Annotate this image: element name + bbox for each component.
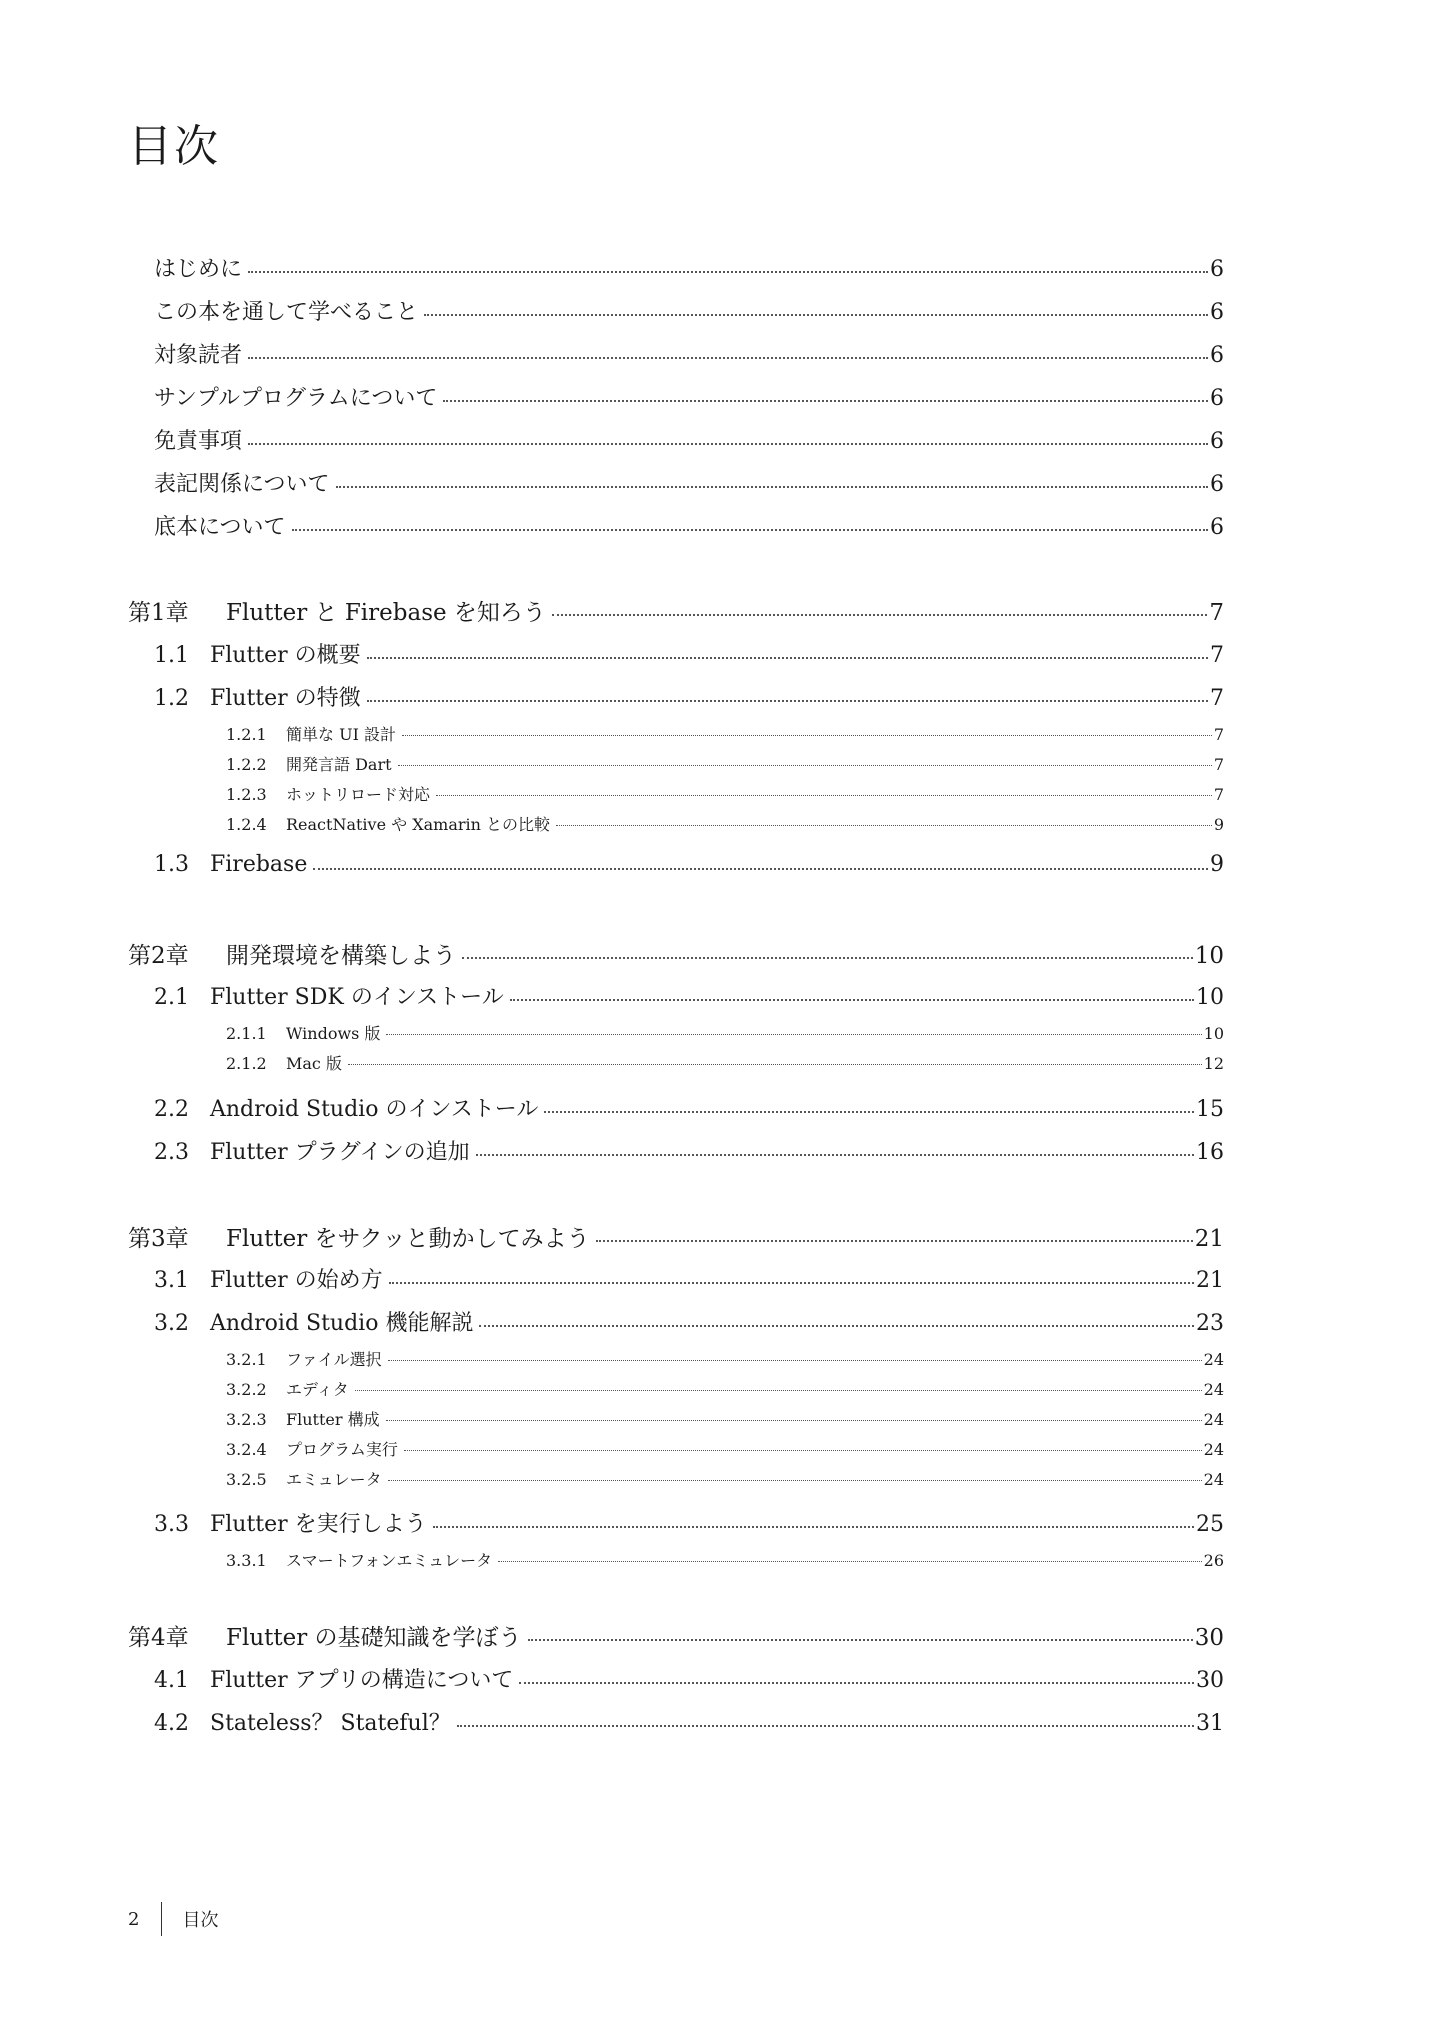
footer-section-label: 目次 — [182, 1910, 219, 1931]
toc-entry-sub[interactable] — [226, 1467, 1224, 1490]
dot-leader — [476, 1154, 1194, 1156]
toc-entry-title: ファイル選択 — [286, 1350, 382, 1369]
toc-entry-intro[interactable] — [154, 381, 1224, 412]
toc-entry-intro[interactable] — [154, 424, 1224, 455]
dot-leader — [544, 1111, 1194, 1113]
toc-entry-title: Flutter プラグインの追加 — [210, 1140, 470, 1165]
dot-leader — [479, 1325, 1194, 1327]
toc-entry-page: 23 — [1196, 1311, 1224, 1336]
dot-leader — [388, 1480, 1202, 1481]
toc-entry-title: Flutter を実行しよう — [210, 1512, 427, 1537]
page-footer — [128, 1902, 218, 1936]
toc-entry-title: Flutter をサクッと動かしてみよう — [226, 1226, 590, 1252]
toc-entry-number: 3.2.1 — [226, 1350, 267, 1369]
toc-entry-title: Flutter アプリの構造について — [210, 1668, 514, 1693]
toc-entry-sub[interactable] — [226, 1347, 1224, 1370]
dot-leader — [398, 765, 1212, 766]
dot-leader — [367, 657, 1208, 659]
toc-entry-page: 24 — [1203, 1350, 1224, 1369]
dot-leader — [367, 700, 1208, 702]
toc-entry-page: 10 — [1196, 985, 1224, 1010]
toc-entry-section[interactable] — [154, 852, 1224, 877]
footer-divider — [161, 1902, 162, 1936]
toc-entry-title: Flutter の基礎知識を学ぼう — [226, 1625, 522, 1651]
toc-entry-section[interactable] — [154, 1092, 1224, 1123]
toc-entry-section[interactable] — [154, 1507, 1224, 1538]
dot-leader — [552, 614, 1207, 616]
dot-leader — [404, 1450, 1202, 1451]
toc-entry-title: ReactNative や Xamarin との比較 — [286, 815, 551, 834]
toc-entry-page: 7 — [1209, 600, 1224, 626]
toc-entry-number: 3.2.2 — [226, 1380, 267, 1399]
toc-entry-number: 3.2.5 — [226, 1470, 267, 1489]
toc-entry-number: 1.2.1 — [226, 725, 267, 744]
toc-entry-number: 1.1 — [154, 643, 189, 668]
toc-entry-page: 7 — [1210, 686, 1224, 711]
toc-entry-page: 30 — [1196, 1668, 1224, 1693]
dot-leader — [510, 999, 1194, 1001]
toc-entry-title: Flutter の特徴 — [210, 686, 361, 711]
toc-entry-number: 3.2 — [154, 1311, 189, 1336]
toc-entry-page: 30 — [1194, 1625, 1224, 1651]
toc-entry-number: 2.1 — [154, 985, 189, 1010]
toc-entry-page: 10 — [1203, 1024, 1224, 1043]
dot-leader — [336, 486, 1208, 488]
toc-entry-number: 3.3 — [154, 1512, 189, 1537]
toc-entry-title: エディタ — [286, 1380, 349, 1399]
toc-entry-number: 4.2 — [154, 1711, 189, 1736]
toc-entry-sub[interactable] — [226, 1021, 1224, 1044]
toc-entry-page: 24 — [1203, 1470, 1224, 1489]
toc-entry-page: 7 — [1210, 643, 1224, 668]
toc-entry-title: プログラム実行 — [286, 1440, 398, 1459]
toc-entry-title: Windows 版 — [286, 1024, 381, 1043]
toc-entry-number: 第2章 — [128, 943, 189, 969]
toc-entry-intro[interactable] — [154, 252, 1224, 283]
toc-entry-number: 2.1.1 — [226, 1024, 267, 1043]
toc-entry-title: 開発環境を構築しよう — [226, 943, 456, 969]
toc-entry-page: 7 — [1213, 755, 1224, 774]
toc-entry-sub[interactable] — [226, 722, 1224, 745]
toc-entry-sub[interactable] — [226, 812, 1224, 835]
toc-entry-title: Flutter と Firebase を知ろう — [226, 600, 546, 626]
dot-leader — [436, 795, 1212, 796]
dot-leader — [498, 1561, 1202, 1562]
toc-entry-page: 26 — [1203, 1551, 1224, 1570]
toc-entry-number: 3.3.1 — [226, 1551, 267, 1570]
toc-entry-number: 3.2.3 — [226, 1410, 267, 1429]
dot-leader — [386, 1420, 1202, 1421]
toc-entry-chapter[interactable] — [128, 1619, 1224, 1652]
toc-entry-intro[interactable] — [154, 467, 1224, 498]
toc-entry-title: Mac 版 — [286, 1054, 342, 1073]
toc-entry-page: 16 — [1196, 1140, 1224, 1165]
toc-entry-title: サンプルプログラムについて — [154, 386, 438, 411]
dot-leader — [248, 443, 1208, 445]
toc-entry-title: Firebase — [210, 852, 308, 877]
toc-entry-page: 24 — [1203, 1380, 1224, 1399]
toc-entry-page: 6 — [1210, 343, 1224, 368]
toc-entry-title: 表記関係について — [154, 472, 330, 497]
toc-entry-number: 第1章 — [128, 600, 189, 626]
toc-entry-section[interactable] — [154, 1135, 1224, 1166]
toc-entry-page: 21 — [1196, 1268, 1224, 1293]
toc-entry-title: Flutter の概要 — [210, 643, 361, 668]
dot-leader — [402, 735, 1212, 736]
toc-entry-title: ホットリロード対応 — [286, 785, 431, 804]
toc-entry-title: 対象読者 — [154, 343, 243, 368]
toc-entry-sub[interactable] — [226, 1377, 1224, 1400]
toc-entry-page: 6 — [1210, 300, 1224, 325]
dot-leader — [292, 529, 1208, 531]
toc-entry-title: スマートフォンエミュレータ — [286, 1551, 493, 1570]
toc-entry-sub[interactable] — [226, 1051, 1224, 1074]
toc-entry-page: 6 — [1210, 515, 1224, 540]
dot-leader — [348, 1064, 1202, 1065]
toc-entry-page: 6 — [1210, 386, 1224, 411]
toc-entry-number: 1.3 — [154, 852, 189, 877]
toc-entry-chapter[interactable] — [128, 1220, 1224, 1253]
dot-leader — [556, 825, 1212, 826]
toc-entry-section[interactable] — [154, 638, 1224, 669]
toc-entry-section[interactable] — [154, 1263, 1224, 1294]
toc-entry-section[interactable] — [154, 980, 1224, 1011]
dot-leader — [355, 1390, 1202, 1391]
toc-entry-intro[interactable] — [154, 338, 1224, 369]
toc-entry-page: 25 — [1196, 1512, 1224, 1537]
toc-entry-title: 免責事項 — [154, 429, 243, 454]
dot-leader — [457, 1725, 1194, 1727]
toc-entry-page: 24 — [1203, 1440, 1224, 1459]
toc-entry-number: 4.1 — [154, 1668, 189, 1693]
toc-entry-number: 第4章 — [128, 1625, 189, 1651]
dot-leader — [248, 271, 1208, 273]
footer-page-number: 2 — [128, 1908, 140, 1930]
toc-entry-number: 3.2.4 — [226, 1440, 267, 1459]
dot-leader — [443, 400, 1208, 402]
toc-entry-title: Android Studio 機能解説 — [210, 1311, 474, 1336]
toc-entry-title: 底本について — [154, 515, 286, 540]
toc-entry-title: この本を通して学べること — [154, 300, 419, 325]
toc-entry-page: 10 — [1194, 943, 1224, 969]
toc-entry-page: 7 — [1213, 785, 1224, 804]
toc-entry-sub[interactable] — [226, 752, 1224, 775]
toc-entry-number: 第3章 — [128, 1226, 189, 1252]
dot-leader — [519, 1682, 1194, 1684]
dot-leader — [596, 1240, 1193, 1242]
toc-entry-page: 9 — [1213, 815, 1224, 834]
toc-entry-page: 7 — [1213, 725, 1224, 744]
dot-leader — [386, 1034, 1201, 1035]
toc-entry-page: 9 — [1210, 852, 1224, 877]
dot-leader — [313, 868, 1208, 870]
toc-entry-title: Flutter SDK のインストール — [210, 985, 504, 1010]
toc-entry-intro[interactable] — [154, 295, 1224, 326]
toc-entry-page: 6 — [1210, 429, 1224, 454]
toc-entry-number: 2.2 — [154, 1097, 189, 1122]
toc-entry-title: Android Studio のインストール — [210, 1097, 539, 1122]
toc-entry-number: 1.2.4 — [226, 815, 267, 834]
toc-entry-chapter[interactable] — [128, 594, 1224, 627]
toc-entry-title: はじめに — [154, 257, 243, 282]
toc-entry-number: 1.2.3 — [226, 785, 267, 804]
toc-entry-intro[interactable] — [154, 510, 1224, 541]
toc-entry-chapter[interactable] — [128, 937, 1224, 970]
toc-entry-page: 6 — [1210, 257, 1224, 282]
toc-entry-number: 1.2 — [154, 686, 189, 711]
dot-leader — [389, 1282, 1194, 1284]
page-title: 目次 — [128, 121, 220, 172]
toc-entry-number: 2.3 — [154, 1140, 189, 1165]
toc-entry-sub[interactable] — [226, 782, 1224, 805]
toc-entry-page: 15 — [1196, 1097, 1224, 1122]
dot-leader — [433, 1526, 1194, 1528]
dot-leader — [528, 1639, 1193, 1641]
toc-entry-page: 31 — [1196, 1711, 1224, 1736]
toc-entry-title: 開発言語 Dart — [286, 755, 392, 774]
toc-entry-title: Flutter 構成 — [286, 1410, 380, 1429]
toc-entry-section[interactable] — [154, 1306, 1224, 1337]
toc-entry-section[interactable] — [154, 681, 1224, 712]
toc-entry-title: エミュレータ — [286, 1470, 382, 1489]
toc-entry-title: Stateless？ Stateful？ — [210, 1711, 451, 1736]
toc-entry-sub[interactable] — [226, 1437, 1224, 1460]
dot-leader — [248, 357, 1208, 359]
toc-entry-sub[interactable] — [226, 1548, 1224, 1571]
toc-entry-section[interactable] — [154, 1663, 1224, 1694]
dot-leader — [424, 314, 1208, 316]
toc-entry-page: 24 — [1203, 1410, 1224, 1429]
toc-entry-sub[interactable] — [226, 1407, 1224, 1430]
toc-entry-title: Flutter の始め方 — [210, 1268, 383, 1293]
toc-entry-page: 12 — [1203, 1054, 1224, 1073]
toc-entry-number: 2.1.2 — [226, 1054, 267, 1073]
dot-leader — [388, 1360, 1202, 1361]
toc-entry-title: 簡単な UI 設計 — [286, 725, 396, 744]
toc-entry-page: 21 — [1194, 1226, 1224, 1252]
toc-entry-number: 3.1 — [154, 1268, 189, 1293]
toc-entry-page: 6 — [1210, 472, 1224, 497]
dot-leader — [462, 957, 1193, 959]
toc-entry-number: 1.2.2 — [226, 755, 267, 774]
toc-entry-section[interactable] — [154, 1706, 1224, 1737]
